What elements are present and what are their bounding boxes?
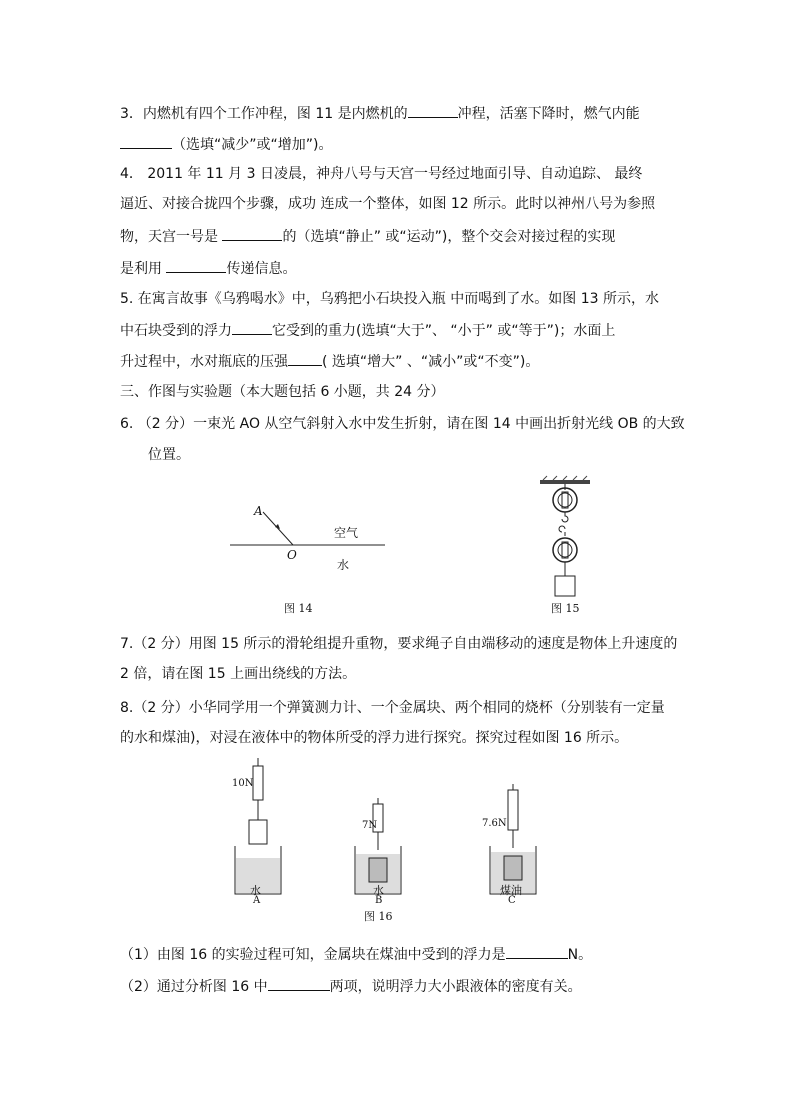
movable-pulley-inner (558, 543, 572, 557)
q3-line2: （选填“减少”或“增加”)。 (120, 134, 332, 155)
answer-blank[interactable] (408, 103, 458, 118)
metal-block-b (369, 858, 387, 882)
beaker-a-liquid: 水 (250, 884, 261, 897)
metal-block-a (249, 820, 267, 844)
q4-line3: 物，天宫一号是 的（选填“静止” 或“运动”)，整个交会对接过程的实现 (120, 226, 615, 247)
label-water: 水 (337, 558, 350, 572)
q8-sub1: （1）由图 16 的实验过程可知，金属块在煤油中受到的浮力是 N。 (120, 944, 592, 965)
answer-blank[interactable] (288, 351, 322, 366)
beaker-a-letter: A (253, 895, 261, 906)
beaker-b-liquid: 水 (373, 884, 384, 897)
q5-line2: 中石块受到的浮力 它受到的重力(选填“大于”、 “小于” 或“等于”)；水面上 (120, 320, 615, 341)
q8-sub2: （2）通过分析图 16 中 两项，说明浮力大小跟液体的密度有关。 (120, 976, 582, 997)
reading-b: 7N (362, 820, 378, 831)
q5-line1: 5. 在寓言故事《乌鸦喝水》中，乌鸦把小石块投入瓶 中而喝到了水。如图 13 所示，水 (120, 291, 659, 307)
figure-15[interactable] (535, 478, 595, 608)
movable-pulley-axle (562, 542, 568, 558)
ceiling-hatch (543, 476, 547, 480)
answer-blank[interactable] (222, 226, 282, 241)
ceiling-hatch (553, 476, 557, 480)
spring-scale-c (508, 790, 518, 830)
incident-ray-ao (263, 512, 293, 545)
beaker-c-letter: C (508, 895, 516, 906)
answer-blank[interactable] (506, 944, 568, 959)
ceiling-hatch (563, 476, 567, 480)
q4-line4: 是利用 传递信息。 (120, 258, 296, 279)
ceiling-hatch (583, 476, 587, 480)
reading-a: 10N (232, 778, 254, 789)
q3-line1: 3．内燃机有四个工作冲程，图 11 是内燃机的 冲程，活塞下降时，燃气内能 (120, 103, 640, 124)
beaker-b-letter: B (375, 895, 383, 906)
q7-line1: 7.（2 分）用图 15 所示的滑轮组提升重物，要求绳子自由端移动的速度是物体上升速度的 (120, 636, 678, 652)
ceiling (540, 480, 590, 484)
figure-14[interactable] (225, 500, 395, 570)
fixed-pulley-hook (562, 512, 568, 522)
answer-blank[interactable] (232, 320, 272, 335)
ceiling-hatch (573, 476, 577, 480)
figure-15-caption: 图 15 (551, 602, 580, 615)
figure-14-caption: 图 14 (284, 602, 313, 615)
movable-pulley-hook-top (559, 526, 565, 532)
q4-line2: 逼近、对接合拢四个步骤，成功 连成一个整体，如图 12 所示。此时以神州八号为参照 (120, 196, 656, 212)
q6-line1: 6. （2 分）一束光 AO 从空气斜射入水中发生折射，请在图 14 中画出折射光线 OB 的大致 (120, 416, 685, 432)
metal-block-c (504, 856, 522, 880)
q5-line3: 升过程中，水对瓶底的压强 ( 选填“增大” 、“减小”或“不变”)。 (120, 351, 539, 372)
load-block (555, 576, 575, 596)
answer-blank[interactable] (120, 134, 172, 149)
fixed-pulley-axle (562, 492, 568, 508)
q6-line2: 位置。 (148, 447, 190, 463)
reading-c: 7.6N (482, 818, 507, 829)
section-heading: 三、作图与实验题（本大题包括 6 小题，共 24 分） (120, 384, 445, 400)
label-a: A (254, 504, 263, 518)
q4-line1: 4． 2011 年 11 月 3 日凌晨，神舟八号与天宫一号经过地面引导、自动追踪、 最终 (120, 166, 643, 182)
label-o: O (287, 548, 297, 562)
beaker-c-liquid: 煤油 (500, 884, 522, 897)
q8-line2: 的水和煤油)，对浸在液体中的物体所受的浮力进行探究。探究过程如图 16 所示。 (120, 730, 629, 746)
label-air: 空气 (334, 526, 359, 540)
q7-line2: 2 倍，请在图 15 上画出绕线的方法。 (120, 666, 357, 682)
q8-line1: 8.（2 分）小华同学用一个弹簧测力计、一个金属块、两个相同的烧杯（分别装有一定量 (120, 700, 665, 716)
answer-blank[interactable] (166, 258, 226, 273)
spring-scale-a (253, 766, 263, 800)
figure-16[interactable] (225, 758, 545, 908)
answer-blank[interactable] (268, 976, 330, 991)
fixed-pulley-inner (558, 493, 572, 507)
figure-16-caption: 图 16 (364, 910, 393, 923)
